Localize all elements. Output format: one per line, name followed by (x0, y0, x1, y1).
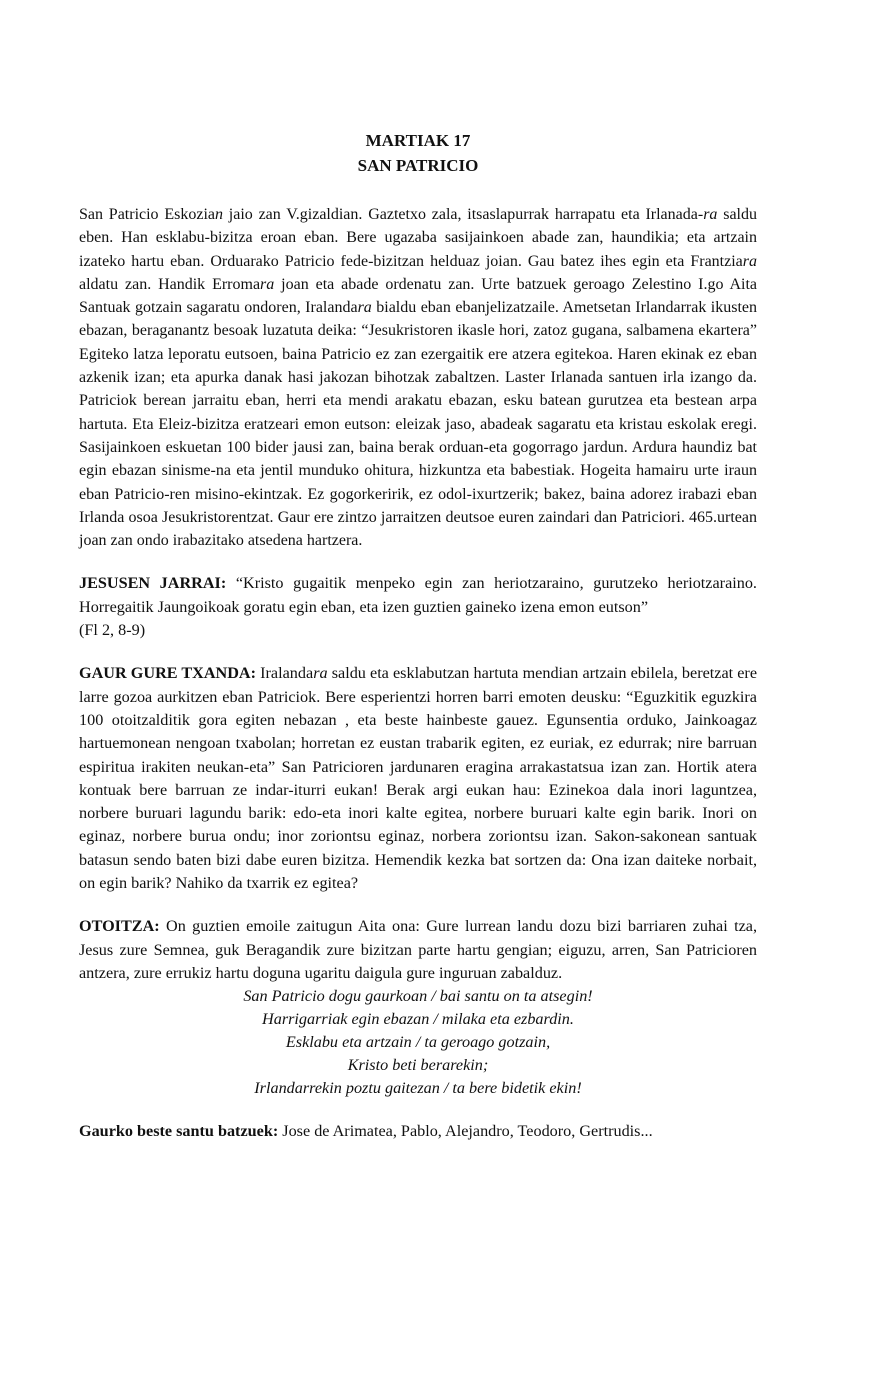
gaur-gure-txanda-label: GAUR GURE TXANDA: (79, 664, 257, 683)
intro-text: aldatu zan. Handik Erroma (79, 275, 261, 293)
otoitza-label: OTOITZA: (79, 917, 160, 936)
other-saints-paragraph (79, 1120, 757, 1143)
intro-text: San Patricio Eskozia (79, 206, 215, 223)
poem-line: Kristo beti berarekin; (347, 1056, 489, 1075)
poem-line: Harrigarriak egin ebazan / milaka eta ezbardin. (262, 1010, 574, 1029)
poem (79, 985, 757, 1100)
intro-suffix-italic: ra (703, 206, 718, 223)
gaur-gure-txanda-text: Iralanda (256, 664, 314, 683)
gaur-gure-txanda-italic: ra (313, 664, 328, 683)
poem-line: Irlandarrekin poztu gaitezan / ta bere bidetik ekin! (254, 1079, 582, 1098)
gaur-gure-txanda-paragraph (79, 662, 757, 895)
other-saints-label: Gaurko beste santu batzuek: (79, 1122, 279, 1141)
poem-line: Esklabu eta artzain / ta geroago gotzain, (285, 1033, 551, 1052)
otoitza-paragraph (79, 915, 757, 985)
intro-paragraph (79, 203, 757, 552)
gaur-gure-txanda-text: saldu eta esklabutzan hartuta mendian artzain ebilela, beretzat ere larre gozoa aurkitzen eban Patriciok. Bere esperientzi horren barri emoten deusku: “Eguzkitik eguzkira 100 otoitzalditik gora egiten nebazan , eta beste hainbeste gauez. Egunsentia orduko, Jainkoagaz hartuemonean nengoan txabolan; horretan ez eustan trabarik egiten, ez euriak, ez edurrak; nire barruan espiritua irakiten neukan-eta” San Patricioren jardunaren eragina arrakastatsua izan zan. Hortik atera kontuak bere barruan ze indar-iturri eukan! Berak argi eukan hau: Ezinekoa dala inori laguntzea, norbere buruari lagundu barik: edo-eta inori kalte egitea, norbere buruari kalte egin barik. Inori on eginaz, norbere burua ondu; inor zoriontsu eginaz, norbera zoriontsu izan. Sakon-sakonean santuak batasun sendo baten bizi dabe euren bizitza. Hemendik kezka bat sortzen da: Ona izan daiteke norbait, on egin barik? Nahiko da txarrik ez egitea? (79, 664, 758, 893)
jesusen-jarrai-text: “Kristo gugaitik menpeko egin zan heriotzaraino, gurutzeko heriotzaraino. Horregaitik Jaungoikoak goratu egin eban, eta izen guztien gaineko izena emon eutson” (79, 574, 757, 616)
intro-text: saldu eben. Han esklabu-bizitza eroan eban. Bere ugazaba sasijainkoen abade zan, haundikia; eta artzain izateko hartu eban. Orduarako Patricio fede-bizitzan helduaz joian. Gau batez ihes egin eta Frantzia (79, 206, 758, 270)
intro-text: bialdu eban ebanjelizatzaile. Ametsetan Irlandarrak ikusten ebazan, beraganantz besoak luzatuta deika: “Jesukristoren ikasle hori, zatoz gugana, salbamena ekartera” Egiteko latza leporatu eutsoen, baina Patricio ez zan ezergaitik ere atzera egitekoa. Haren ekinak ez eban azkenik izan; eta apurka danak hasi jakozan bihotzak zabaltzen. Laster Irlanada santuen irla izango da. Patriciok berean jarraitu eban, herri eta mendi arakatu ebazan, esku batean gurutzea eta bestean arpa hartuta. Eta Eleiz-bizitza eratzeari emon eutson: eleizak jaso, abadeak sagaratu eta kristau eskolak eregi. Sasijainkoen eskuetan 100 bider jausi zan, baina berak orduan-eta gogorrago jardun. Ardura haundiz bat egin ebazan sinisme-na eta jentil munduko ohitura, hizkuntza eta babestiak. Hogeita hamairu urte iraun eban Patricio-ren misino-ekintzak. Ez gogorkeririk, ez odol-ixurtzerik; bakez, baina adorez irabazi eban Irlanda osoa Jesukristorentzat. Gaur ere zintzo jarraitzen deutsoe euren zaindari dan Patriciori. 465.urtean joan zan ondo irabazitako atsedena hartzera. (79, 299, 758, 550)
jesusen-jarrai-label: JESUSEN JARRAI: (79, 574, 227, 593)
intro-suffix-italic: ra (742, 252, 757, 270)
page (79, 128, 757, 1144)
intro-suffix-italic: ra (260, 275, 275, 293)
jesusen-jarrai-paragraph (79, 572, 757, 642)
intro-suffix-italic: ra (357, 299, 372, 317)
intro-text: joan eta abade ordenatu zan. Urte batzuek geroago Zelestino I.go Aita Santuak gotzain sagaratu ondoren, Iralanda (79, 275, 757, 317)
intro-text: jaio zan V.gizaldian. Gaztetxo zala, itsaslapurrak harrapatu eta Irlanada- (223, 206, 704, 223)
otoitza-text: On guztien emoile zaitugun Aita ona: Gure lurrean landu dozu bizi barriaren zuhai tza, Jesus zure Semnea, guk Beragandik zure bizitzan parte hartu gengian; eiguzu, arren, San Patricioren antzera, zure errukiz hartu doguna ugaritu daigula gure inguruan zabalduz. (79, 917, 757, 982)
intro-suffix-italic: n (215, 206, 223, 223)
other-saints-text: Jose de Arimatea, Pablo, Alejandro, Teodoro, Gertrudis... (278, 1122, 653, 1141)
title-block (79, 128, 757, 178)
saint-heading: SAN PATRICIO (357, 156, 479, 175)
poem-line: San Patricio dogu gaurkoan / bai santu on ta atsegin! (243, 987, 593, 1006)
date-heading: MARTIAK 17 (365, 131, 471, 150)
jesusen-jarrai-reference: (Fl 2, 8-9) (79, 621, 146, 640)
